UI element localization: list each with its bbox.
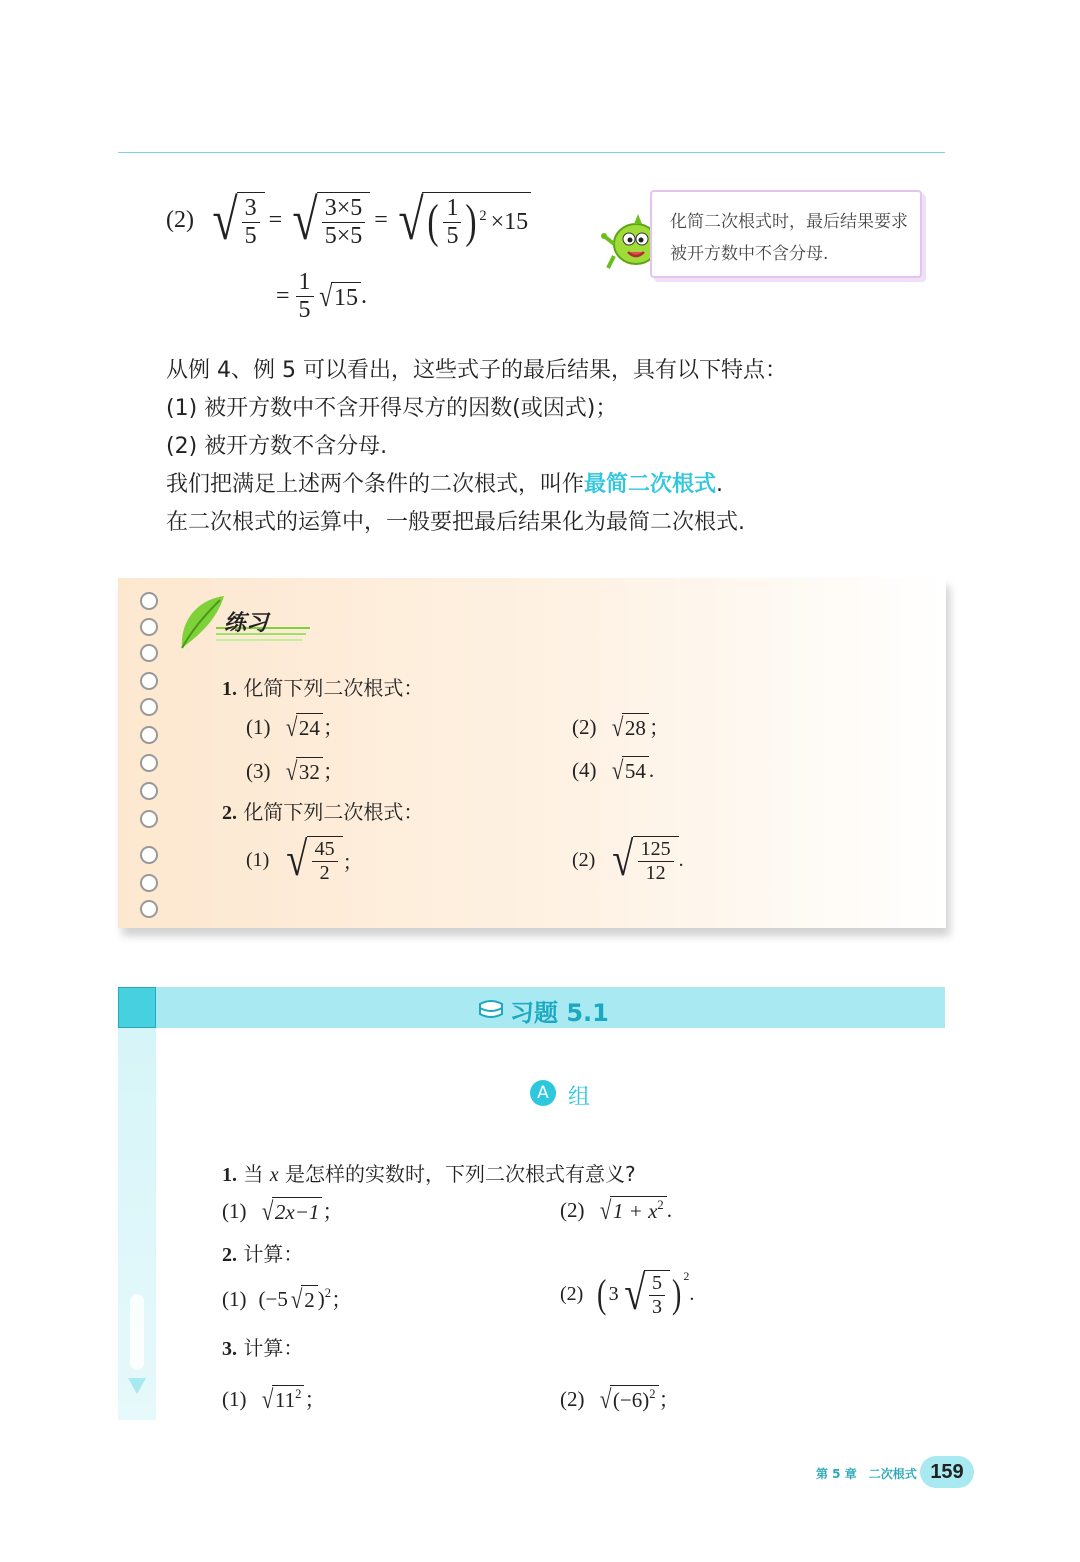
- binder-ring: [140, 900, 158, 918]
- practice-q1-item-4: (4) √ 54 .: [572, 755, 655, 785]
- binder-ring: [140, 782, 158, 800]
- binder-ring: [140, 754, 158, 772]
- practice-q2-item-1: (1) √ $\frac{45}{2}$ ；: [246, 833, 363, 886]
- practice-question-2: 2. 化简下列二次根式：: [222, 800, 424, 824]
- top-rule: [118, 152, 945, 153]
- binder-ring: [140, 618, 158, 636]
- practice-box: [118, 578, 946, 928]
- sqrt-3-over-5: √ $\frac{3}{5}$: [206, 192, 265, 250]
- exercise-q3-item-1: (1) √ 11 2 ；: [222, 1384, 326, 1414]
- sqrt-15: √ 15: [316, 282, 361, 312]
- binder-ring: [140, 726, 158, 744]
- page-number: 159: [920, 1456, 974, 1488]
- example-equation-line2: = $\frac{1}{5}$ √ 15 .: [276, 269, 368, 324]
- paragraph-line-2: (1) 被开方数中不含开得尽方的因数(或因式)；: [166, 396, 618, 421]
- practice-title: 练习: [224, 611, 269, 636]
- example-label: (2): [166, 207, 194, 234]
- group-a-label: 组: [568, 1085, 591, 1110]
- exercise-question-2: 2. 计算：: [222, 1242, 304, 1266]
- exercise-q2-item-2: (2) ( 3 √ $\frac{5}{3}$ ) 2 .: [560, 1267, 695, 1320]
- exercise-q1-item-1: (1) √ 2x−1 ；: [222, 1196, 344, 1226]
- practice-q1-item-3: (3) √ 32 ；: [246, 756, 344, 786]
- sqrt-one-fifth-squared-times-15: √ ( $\frac{1}{5}$ ) 2 ×15: [392, 192, 531, 250]
- binder-ring: [140, 672, 158, 690]
- exercises-title: 习题 5.1: [510, 999, 609, 1027]
- sqrt-3x5-over-5x5: √ $\frac{3\times 5}{5\times 5}$: [286, 192, 370, 250]
- exercise-q1-item-2: (2) √ 1 + x 2 .: [560, 1195, 672, 1225]
- exercise-q3-item-2: (2) √ (−6) 2 ；: [560, 1384, 680, 1414]
- binder-ring: [140, 874, 158, 892]
- paragraph-line-5: 在二次根式的运算中，一般要把最后结果化为最简二次根式.: [166, 510, 745, 535]
- group-a-badge: A: [530, 1080, 556, 1106]
- paragraph-line-3: (2) 被开方数不含分母.: [166, 434, 388, 459]
- practice-question-1: 1. 化简下列二次根式：: [222, 676, 424, 700]
- binder-ring: [140, 592, 158, 610]
- practice-q1-item-1: (1) √ 24 ；: [246, 712, 344, 742]
- exercises-header-square: [118, 987, 156, 1028]
- example-equation-line1: (2) √ $\frac{3}{5}$ = √ $\frac{3\times 5}{5\times 5}$ = √ ( $\frac{1}{5}$ ) 2 ×15: [166, 192, 531, 250]
- bookmark-icon: [478, 998, 504, 1020]
- exercise-question-3: 3. 计算：: [222, 1336, 304, 1360]
- practice-q2-item-2: (2) √ $\frac{125}{12}$ .: [572, 833, 684, 886]
- practice-q1-item-2: (2) √ 28 ；: [572, 712, 670, 742]
- binder-ring: [140, 644, 158, 662]
- binder-ring: [140, 810, 158, 828]
- exercise-q2-item-1: (1) (−5 √ 2 ) 2 ；: [222, 1284, 353, 1314]
- explanation-paragraph: [166, 352, 886, 542]
- paragraph-line-1: 从例 4、例 5 可以看出，这些式子的最后结果，具有以下特点：: [166, 358, 787, 383]
- paragraph-line-4: 我们把满足上述两个条件的二次根式，叫作最简二次根式.: [166, 472, 724, 497]
- binder-ring: [140, 846, 158, 864]
- exercise-question-1: 1. 当 x 是怎样的实数时，下列二次根式有意义?: [222, 1162, 636, 1186]
- tip-bubble: [650, 190, 922, 278]
- side-arrow-icon: [122, 1290, 152, 1400]
- footer-chapter: 第 5 章 二次根式: [816, 1467, 917, 1481]
- binder-ring: [140, 698, 158, 716]
- tip-text: 化简二次根式时，最后结果要求被开方数中不含分母.: [670, 212, 908, 264]
- term-simplest-radical: 最简二次根式: [584, 472, 717, 497]
